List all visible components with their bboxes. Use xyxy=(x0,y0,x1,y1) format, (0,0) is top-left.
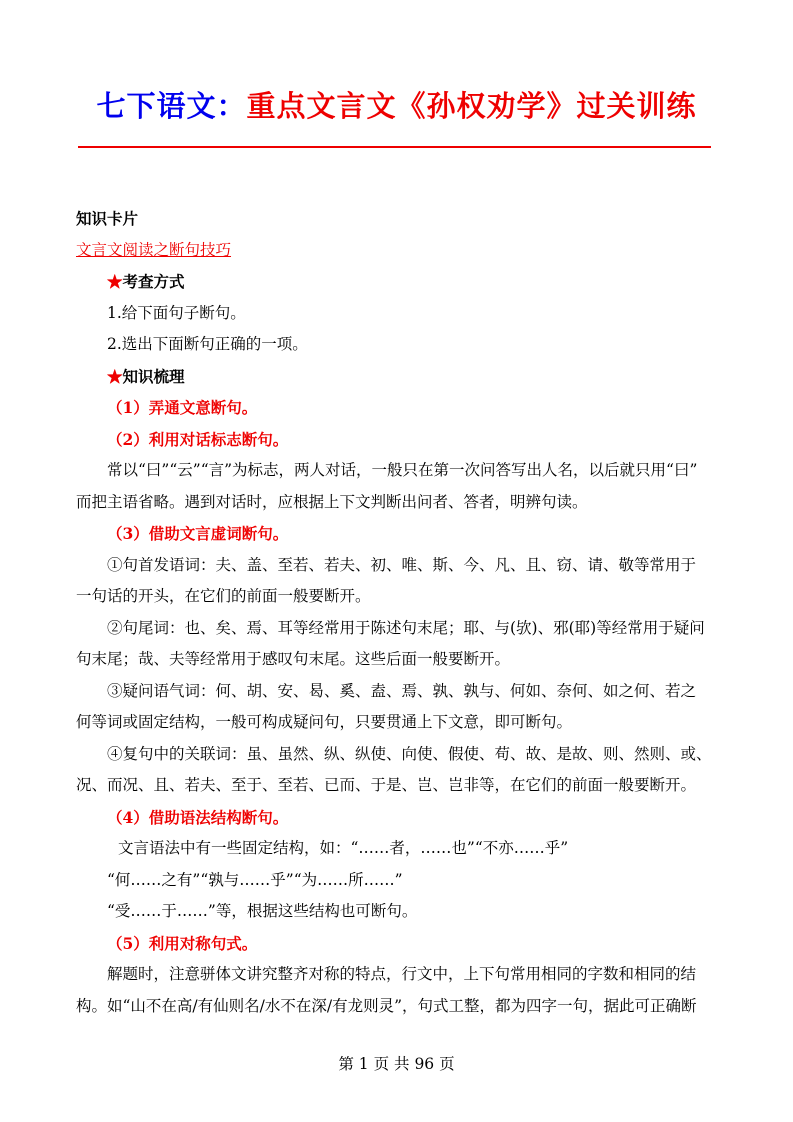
paragraph-line: ①句首发语词：夫、盖、至若、若夫、初、唯、斯、今、凡、且、窃、请、敬等常用于 xyxy=(107,555,697,574)
point-heading-5: （5）利用对称句式。 xyxy=(107,933,258,953)
paragraph-line: 何等词或固定结构，一般可构成疑问句，只要贯通上下文意，即可断句。 xyxy=(76,713,573,731)
paragraph-line: “受……于……”等，根据这些结构也可断句。 xyxy=(107,902,418,920)
paragraph-line: ③疑问语气词：何、胡、安、曷、奚、盍、焉、孰、孰与、何如、奈何、如之何、若之 xyxy=(107,681,697,700)
section-heading: 知识卡片 xyxy=(76,209,139,228)
title-divider xyxy=(78,146,711,148)
paragraph-line: ④复句中的关联词：虽、虽然、纵、纵使、向使、假使、苟、故、是故、则、然则、或、 xyxy=(107,744,712,763)
paragraph-line: ②句尾词：也、矣、焉、耳等经常用于陈述句末尾；耶、与(欤)、邪(耶)等经常用于疑问 xyxy=(107,618,705,637)
paragraph-line: 一句话的开头，在它们的前面一般要断开。 xyxy=(76,587,371,605)
paragraph-line: “何……之有”“孰与……乎”“为……所……” xyxy=(107,870,403,889)
point-heading-4: （4）借助语法结构断句。 xyxy=(107,807,289,827)
paragraph-line: 句末尾；哉、夫等经常用于感叹句末尾。这些后面一般要断开。 xyxy=(76,650,511,668)
exam-method-item: 2.选出下面断句正确的一项。 xyxy=(107,335,308,353)
page-footer: 第 1 页 共 96 页 xyxy=(338,1055,455,1073)
title-topic: 重点文言文《孙权劝学》过关训练 xyxy=(246,89,697,123)
paragraph-line: 常以“曰”“云”“言”为标志，两人对话，一般只在第一次问答写出人名，以后就只用“曰” xyxy=(107,461,698,479)
paragraph-line: 而把主语省略。遇到对话时，应根据上下文判断出问者、答者，明辨句读。 xyxy=(76,492,588,511)
subheading-link[interactable]: 文言文阅读之断句技巧 xyxy=(76,240,232,259)
paragraph-line: 况、而况、且、若夫、至于、至若、已而、于是、岂、岂非等，在它们的前面一般要断开。 xyxy=(76,776,697,794)
subheading[interactable] xyxy=(76,235,718,267)
point-heading-2: （2）利用对话标志断句。 xyxy=(107,429,289,449)
point-heading-1: （1）弄通文意断句。 xyxy=(107,398,258,417)
point-heading-3: （3）借助文言虚词断句。 xyxy=(107,524,289,543)
star-icon: ★ xyxy=(107,272,123,291)
star-icon: ★ xyxy=(107,366,123,386)
paragraph-line: 构。如“山不在高/有仙则名/水不在深/有龙则灵”，句式工整，都为四字一句，据此可正确断 xyxy=(76,996,697,1015)
knowledge-heading: ★知识梳理 xyxy=(107,366,185,386)
exam-method-item: 1.给下面句子断句。 xyxy=(107,303,246,322)
paragraph-line: 文言语法中有一些固定结构，如：“……者，……也”“不亦……乎” xyxy=(118,839,569,857)
page-title xyxy=(0,86,793,126)
paragraph-line: 解题时，注意骈体文讲究整齐对称的特点，行文中，上下句常用相同的字数和相同的结 xyxy=(107,965,697,983)
exam-methods-heading: ★考查方式 xyxy=(107,272,185,291)
title-grade: 七下语文： xyxy=(96,89,247,123)
document-body xyxy=(76,203,718,1022)
